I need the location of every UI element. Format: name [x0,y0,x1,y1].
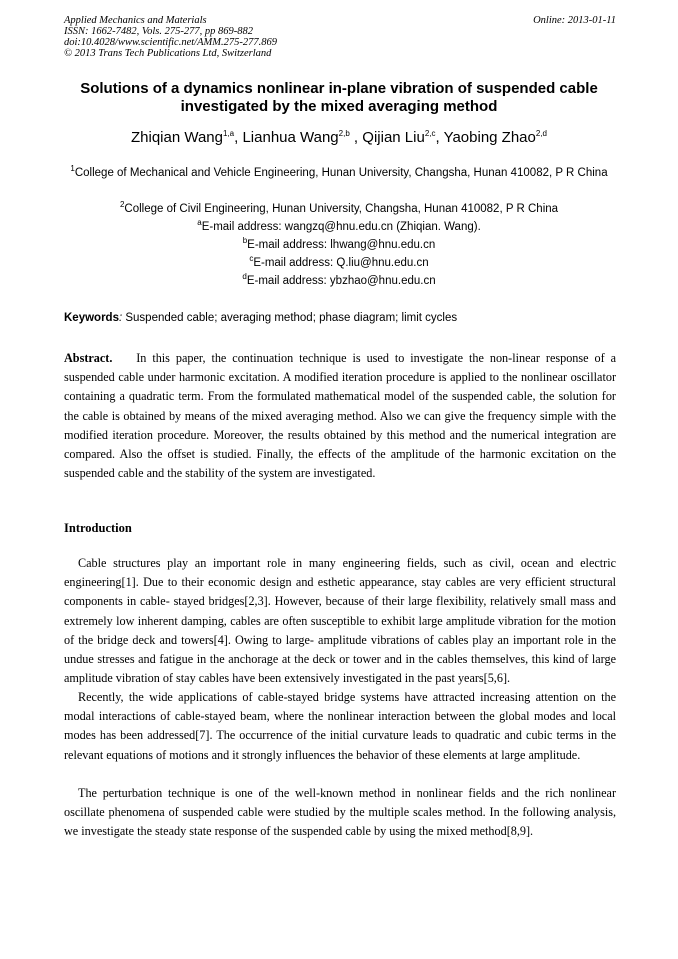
email-text: E-mail address: ybzhao@hnu.edu.cn [246,275,436,287]
issn-line: ISSN: 1662-7482, Vols. 275-277, pp 869-882 [64,26,253,37]
email-mark: c [249,254,254,264]
keywords-colon: : [118,312,123,324]
email-mark: d [242,272,247,282]
affiliation-mark: 2 [119,200,125,210]
author-name: Qijian Liu [362,129,425,146]
body-paragraph: The perturbation technique is one of the well-known method in nonlinear fields and the rich nonlinear oscillate phenomena of suspended cable were studied by the multiple scales method. In the following analysis, we investigate the steady state response of the suspended cable by using the mixed method[8,9]. [64,786,616,839]
author-affiliation-mark: 1,a [222,129,235,138]
paper-title: Solutions of a dynamics nonlinear in-plane vibration of suspended cable investigated by the mixed averaging method [80,80,598,115]
keywords-label: Keywords [64,312,119,324]
email-mark: a [197,218,202,228]
author-affiliation-mark: 2,c [424,129,436,138]
affiliation-1 [60,164,618,182]
affiliation-2 [60,200,618,218]
keywords [64,310,616,326]
section-heading-introduction: Introduction [64,521,132,535]
abstract-label: Abstract. [64,351,113,365]
doi-line: doi:10.4028/www.scientific.net/AMM.275-277.869 [64,37,277,48]
email-text: E-mail address: lhwang@hnu.edu.cn [247,239,436,251]
email-c [60,254,618,272]
author-name: Lianhua Wang [242,129,339,146]
journal-header [64,15,616,59]
email-text: E-mail address: Q.liu@hnu.edu.cn [253,257,429,269]
email-a [60,218,618,236]
affiliation-text: College of Mechanical and Vehicle Engineering, Hunan University, Changsha, Hunan 410082, P R China [74,167,608,179]
body-paragraph: Cable structures play an important role in many engineering fields, such as civil, ocean and electric engineering[1]. Due to their economic design and esthetic appearance, stay cables are very efficient structural components in cable- stayed bridges[2,3]. However, because of their large flexibility, relatively small mass and extremely low inherent damping, cables are often susceptible to exhibit large amplitude vibration for the motion of the bridge deck and towers[4]. Owing to large- amplitude vibrations of cables play an important role in the undue stresses and fatigue in the anchorage at the deck or tower and in the cables themselves, this kind of large amplitude vibration of stay cables have been extensively investigated in the past years[5,6]. [64,556,616,686]
author-name: Yaobing Zhao [443,129,536,146]
affiliation-mark: 1 [70,164,75,174]
author-list [40,128,638,148]
email-mark: b [242,236,248,246]
body-paragraph: Recently, the wide applications of cable-stayed bridge systems have attracted increasing attention on the modal interactions of cable-stayed beam, where the nonlinear interaction between the global modes and local modes has been addressed[7]. The occurrence of the initial curvature leads to quadratic and cubic terms in the relevant equations of motions and it strongly influences the behavior of these elements at large amplitude. [64,690,616,762]
journal-name: Applied Mechanics and Materials [64,15,207,26]
author-separator: , [349,129,363,146]
keywords-text: Suspended cable; averaging method; phase diagram; limit cycles [122,312,458,324]
email-b [60,236,618,254]
author-affiliation-mark: 2,d [535,129,547,138]
copyright-line: © 2013 Trans Tech Publications Ltd, Switzerland [64,48,272,59]
author-name: Zhiqian Wang [130,129,223,146]
online-date: Online: 2013-01-11 [533,15,616,26]
affiliation-text: College of Civil Engineering, Hunan University, Changsha, Hunan 410082, P R China [124,203,559,215]
email-d [60,272,618,290]
author-separator: , [435,129,444,146]
author-affiliation-mark: 2,b [338,129,350,138]
email-text: E-mail address: wangzq@hnu.edu.cn (Zhiqian. Wang). [201,221,481,233]
abstract-text: In this paper, the continuation technique is used to investigate the non-linear response of a suspended cable under harmonic excitation. A modified iteration procedure is applied to the nonlinear oscillator containing a quadratic term. From the formulated mathematical model of the suspended cable, the solution for the cable is obtained by means of the mixed averaging method. Also we can give the frequency simple with the modified iteration procedure. Moreover, the results obtained by this method and the numerical integration are compared. Also the offset is studied. Finally, the effects of the amplitude of the harmonic excitation on the suspended cable and the stability of the system are investigated. [64,351,617,481]
author-separator: , [234,129,243,146]
abstract [64,349,616,483]
